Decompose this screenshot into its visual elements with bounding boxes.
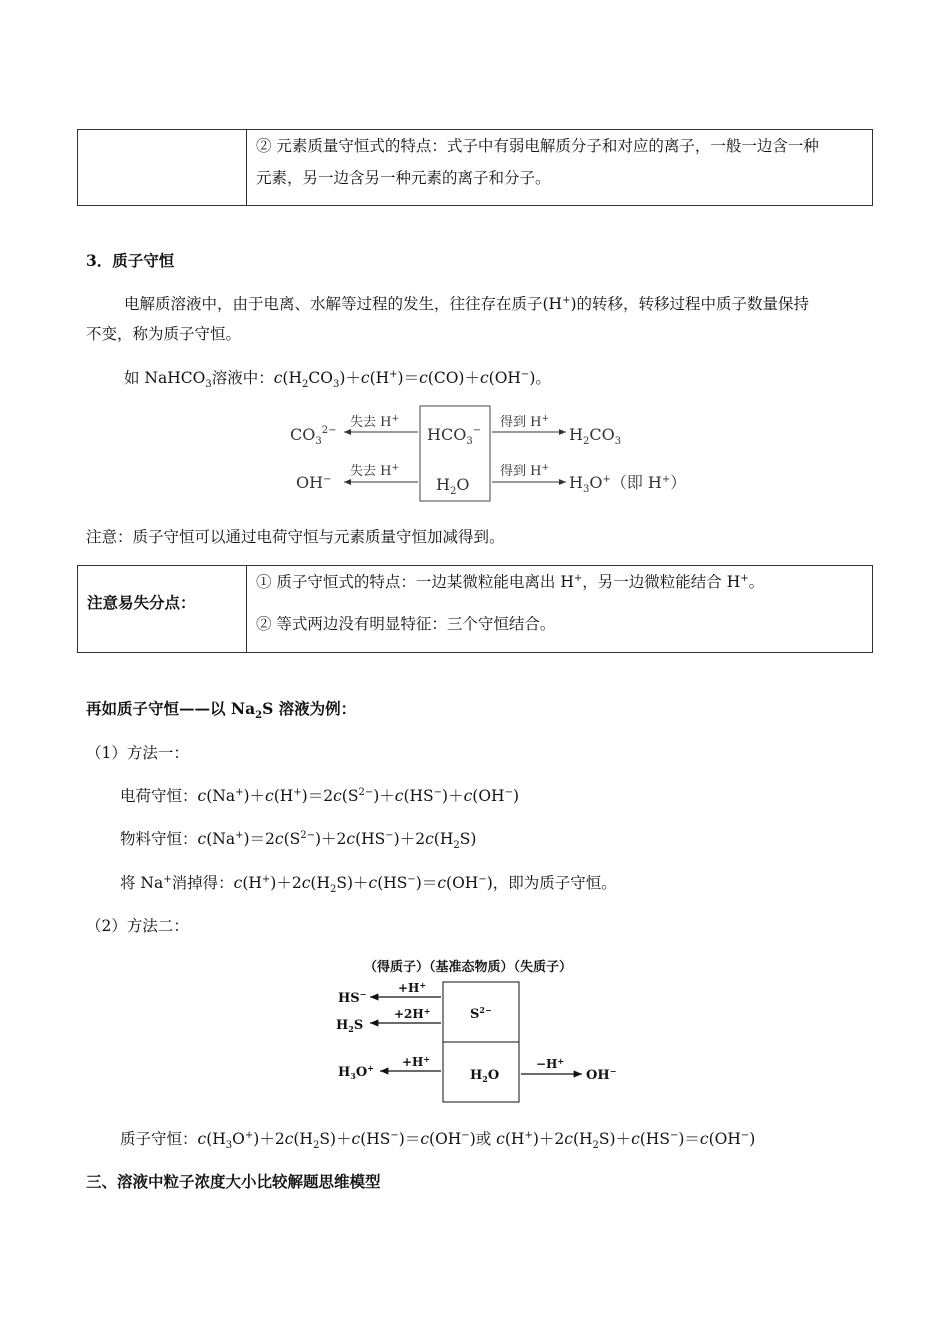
table1-line1: ② 元素质量守恒式的特点：式子中有弱电解质分子和对应的离子，一般一边含一种 (256, 137, 819, 155)
intro-paragraph-line2: 不变，称为质子守恒。 (86, 325, 242, 343)
species-h2co3: $H_2CO_3$ (569, 425, 622, 447)
species-co3: $CO_3^{2-}$ (290, 425, 337, 447)
table-divider (246, 130, 247, 205)
species-hs: HS− (338, 989, 367, 1006)
nahco3-example: 如 NaHCO$_3$溶液中：$c(H_2CO_3)+c(H^+)=c(CO)+c(OH^-)$。 (124, 368, 551, 391)
species-oh: OH− (296, 473, 332, 492)
diagram2-header: （得质子）（基准态物质）（失质子） (364, 960, 573, 975)
species-h3o: $H_3O^+$（即 H+） (569, 473, 687, 495)
label-plus-h-3: +H+ (402, 1054, 431, 1069)
species-oh-2: OH− (586, 1066, 617, 1083)
table1-line2: 元素，另一边含另一种元素的离子和分子。 (256, 169, 551, 187)
table-attention-points (77, 565, 873, 653)
proton-balance-result: 质子守恒：$c(H_3O^+)+2c(H_2S)+c(HS^-)=c(OH^-)$或 $c(H^+)+2c(H_2S)+c(HS^-)=c(OH^-)$ (120, 1129, 756, 1152)
label-lose-h-top: 失去 H+ (350, 414, 400, 430)
table-continuation (77, 129, 873, 206)
species-h3o-2: $H_3O^+$ (338, 1063, 374, 1081)
nahco3-proton-diagram (280, 400, 710, 506)
table2-divider (246, 566, 247, 652)
method-two-label: （2）方法二： (86, 917, 189, 935)
box-hco3: $HCO_3^-$ (427, 425, 482, 447)
section-three-heading: 三、溶液中粒子浓度大小比较解题思维模型 (86, 1172, 381, 1191)
charge-balance: 电荷守恒：$c(Na^+)+c(H^+)=2c(S^{2-})+c(HS^-)+c(OH^-)$ (120, 786, 520, 805)
section-heading-proton-conservation: 3．质子守恒 (86, 251, 175, 270)
label-lose-h-bottom: 失去 H+ (350, 463, 400, 479)
method-one-label: （1）方法一： (86, 744, 189, 762)
label-gain-h-top: 得到 H+ (500, 414, 550, 430)
note-text: 注意：质子守恒可以通过电荷守恒与元素质量守恒加减得到。 (86, 528, 505, 546)
attention-label: 注意易失分点： (87, 593, 196, 612)
attention-point-2: ② 等式两边没有明显特征：三个守恒结合。 (256, 615, 556, 633)
na2s-proton-diagram (330, 955, 630, 1105)
species-h2s: $H_2S$ (336, 1018, 364, 1034)
box-h2o: $H_2O$ (436, 475, 470, 497)
material-balance: 物料守恒：$c(Na^+)=2c(S^{2-})+2c(HS^-)+2c(H_2S)$ (120, 829, 477, 852)
intro-paragraph-line1: 电解质溶液中，由于电离、水解等过程的发生，往往存在质子(H+)的转移，转移过程中质子数量保持 (124, 294, 810, 313)
label-plus-h-1: +H+ (398, 980, 427, 995)
box-h2o2-label: $H_2O$ (470, 1068, 500, 1084)
box-s2-label: $S^{2-}$ (470, 1005, 492, 1022)
eliminate-na: 将 Na+消掉得：$c(H^+)+2c(H_2S)+c(HS^-)=c(OH^-)$，即为质子守恒。 (120, 873, 617, 896)
label-minus-h: −H+ (536, 1056, 565, 1071)
label-plus-2h: +2H+ (394, 1006, 431, 1021)
attention-point-1: ① 质子守恒式的特点：一边某微粒能电离出 H+，另一边微粒能结合 H+。 (256, 572, 765, 591)
label-gain-h-bottom: 得到 H+ (500, 463, 550, 479)
na2s-heading: 再如质子守恒——以 $Na_2S$ 溶液为例： (86, 699, 357, 722)
